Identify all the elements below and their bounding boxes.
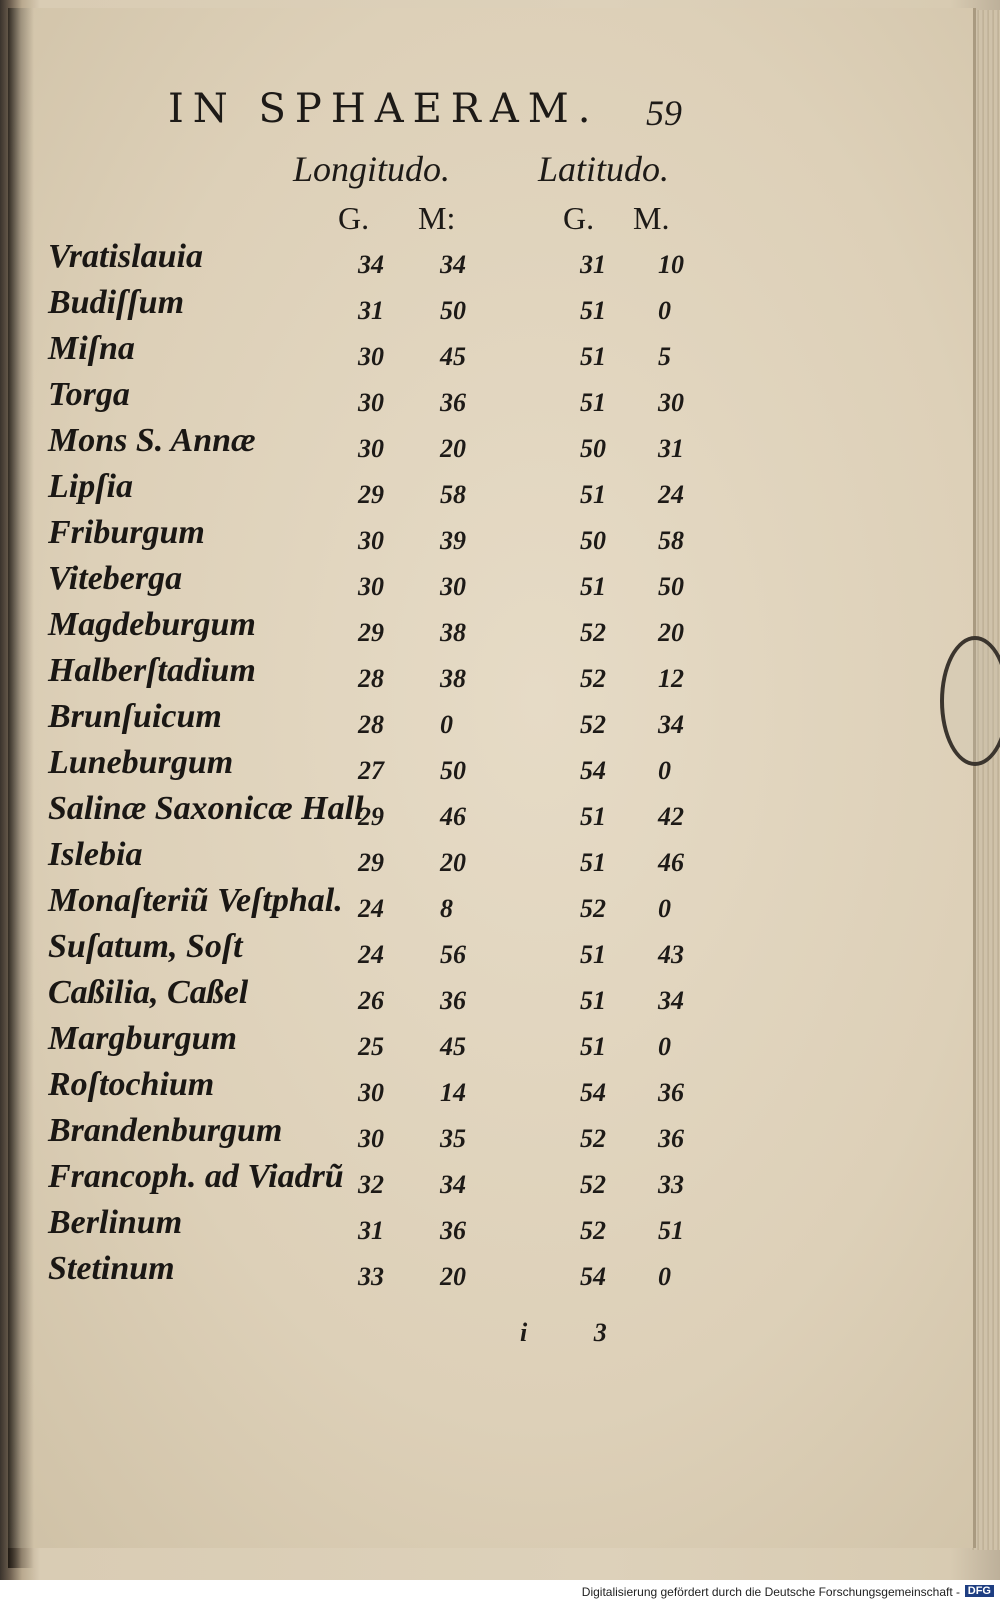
long-minutes-value: 30 [440,572,466,601]
long-minutes-value: 50 [440,756,466,785]
place-name: Caßilia, Caßel [48,974,249,1011]
lat-degrees-value: 51 [580,1032,606,1061]
lat-degrees-value: 52 [580,894,606,923]
place-name: Friburgum [48,514,205,551]
long-minutes-value: 8 [440,894,453,923]
table-row [8,652,973,698]
long-degrees-value: 29 [358,802,384,831]
long-minutes-heading: M: [418,200,456,236]
lat-degrees-value: 51 [580,480,606,509]
table-row [8,928,973,974]
table-row [8,1112,973,1158]
lat-degrees-value: 51 [580,388,606,417]
lat-degrees-value: 51 [580,848,606,877]
long-minutes-value: 36 [440,388,466,417]
lat-degrees-value: 52 [580,664,606,693]
lat-degrees-value: 51 [580,296,606,325]
lat-degrees-value: 51 [580,342,606,371]
place-name: Brandenburgum [48,1112,283,1149]
lat-minutes-value: 0 [658,894,671,923]
long-degrees-value: 27 [358,756,384,785]
lat-minutes-value: 31 [658,434,684,463]
place-name: Berlinum [48,1204,183,1241]
footer-credit: Digitalisierung gefördert durch die Deutsche Forschungsgemeinschaft - [581,1585,960,1599]
place-name: Mons S. Annæ [48,422,256,459]
place-name: Lipſia [48,468,133,505]
long-degrees-value: 30 [358,388,384,417]
dfg-logo: DFG [965,1585,994,1597]
long-degrees-value: 29 [358,848,384,877]
lat-degrees-value: 50 [580,434,606,463]
place-name: Miſna [48,330,135,367]
lat-minutes-value: 42 [658,802,684,831]
long-degrees-value: 30 [358,572,384,601]
lat-minutes-value: 0 [658,296,671,325]
long-minutes-value: 38 [440,664,466,693]
lat-minutes-heading: M. [633,200,670,236]
lat-minutes-value: 50 [658,572,684,601]
table-row [8,1020,973,1066]
long-minutes-value: 45 [440,342,466,371]
long-minutes-value: 36 [440,986,466,1015]
lat-degrees-value: 50 [580,526,606,555]
long-degrees-value: 24 [358,894,384,923]
lat-degrees-value: 51 [580,940,606,969]
lat-degrees-value: 51 [580,986,606,1015]
long-minutes-value: 46 [440,802,466,831]
page-number: 59 [646,93,682,133]
table-row [8,790,973,836]
place-name: Monaſteriũ Veſtphal. [48,882,343,919]
table-row [8,606,973,652]
table-row [8,514,973,560]
table-row [8,744,973,790]
table-row [8,376,973,422]
table-row [8,836,973,882]
place-name: Torga [48,376,130,413]
long-degrees-value: 29 [358,618,384,647]
lat-minutes-value: 46 [658,848,684,877]
long-degrees-heading: G. [338,200,370,236]
long-minutes-value: 45 [440,1032,466,1061]
long-degrees-value: 32 [358,1170,384,1199]
lat-degrees-value: 52 [580,1216,606,1245]
table-row [8,882,973,928]
table-row [8,1066,973,1112]
longitudo-heading: Longitudo. [293,149,451,189]
lat-minutes-value: 51 [658,1216,684,1245]
long-degrees-value: 28 [358,710,384,739]
long-minutes-value: 56 [440,940,466,969]
place-name: Halberſtadium [48,652,256,689]
table-row [8,1250,973,1296]
lat-minutes-value: 36 [658,1124,684,1153]
lat-minutes-value: 12 [658,664,684,693]
lat-minutes-value: 34 [658,710,684,739]
long-degrees-value: 30 [358,434,384,463]
table-row [8,974,973,1020]
table-row [8,422,973,468]
place-name: Francoph. ad Viadrũ [48,1158,344,1195]
long-degrees-value: 24 [358,940,384,969]
lat-minutes-value: 58 [658,526,684,555]
lat-degrees-value: 52 [580,618,606,647]
latitudo-heading: Latitudo. [538,149,670,189]
lat-minutes-value: 43 [658,940,684,969]
lat-degrees-value: 54 [580,756,606,785]
long-degrees-value: 30 [358,526,384,555]
long-degrees-value: 34 [358,250,384,279]
lat-minutes-value: 0 [658,1032,671,1061]
long-degrees-value: 30 [358,342,384,371]
table-row [8,468,973,514]
place-name: Margburgum [48,1020,237,1057]
place-name: Salinæ Saxonicæ Hall [48,790,364,827]
long-degrees-value: 28 [358,664,384,693]
lat-minutes-value: 24 [658,480,684,509]
lat-degrees-value: 31 [580,250,606,279]
long-minutes-value: 34 [440,250,466,279]
long-degrees-value: 31 [358,1216,384,1245]
signature-mark: i 3 [520,1318,607,1347]
long-minutes-value: 0 [440,710,453,739]
long-minutes-value: 39 [440,526,466,555]
footer-bar [0,1580,1000,1605]
lat-degrees-value: 51 [580,802,606,831]
lat-degrees-value: 52 [580,1170,606,1199]
long-degrees-value: 30 [358,1124,384,1153]
place-name: Luneburgum [48,744,234,781]
lat-minutes-value: 30 [658,388,684,417]
long-minutes-value: 36 [440,1216,466,1245]
lat-degrees-value: 54 [580,1262,606,1291]
place-name: Vratislauia [48,238,203,275]
long-minutes-value: 14 [440,1078,466,1107]
table-row [8,698,973,744]
lat-minutes-value: 20 [658,618,684,647]
lat-minutes-value: 0 [658,1262,671,1291]
long-degrees-value: 30 [358,1078,384,1107]
place-name: Magdeburgum [48,606,256,643]
long-degrees-value: 25 [358,1032,384,1061]
lat-minutes-value: 10 [658,250,684,279]
running-title: IN SPHAERAM. [168,86,600,132]
table-row [8,1158,973,1204]
lat-degrees-value: 52 [580,710,606,739]
place-name: Viteberga [48,560,183,597]
long-minutes-value: 20 [440,1262,466,1291]
table-row [8,560,973,606]
table-row [8,284,973,330]
long-minutes-value: 34 [440,1170,466,1199]
long-minutes-value: 20 [440,848,466,877]
place-name: Brunſuicum [48,698,222,735]
long-minutes-value: 20 [440,434,466,463]
long-degrees-value: 29 [358,480,384,509]
long-minutes-value: 50 [440,296,466,325]
lat-degrees-value: 54 [580,1078,606,1107]
place-name: Stetinum [48,1250,175,1287]
table-row [8,1204,973,1250]
place-name: Islebia [48,836,143,873]
long-minutes-value: 38 [440,618,466,647]
long-degrees-value: 26 [358,986,384,1015]
table-row [8,330,973,376]
lat-degrees-value: 51 [580,572,606,601]
long-degrees-value: 33 [358,1262,384,1291]
lat-degrees-value: 52 [580,1124,606,1153]
lat-degrees-heading: G. [563,200,595,236]
place-name: Suſatum, Soſt [48,928,243,965]
lat-minutes-value: 34 [658,986,684,1015]
lat-minutes-value: 0 [658,756,671,785]
lat-minutes-value: 5 [658,342,671,371]
book-page [8,8,976,1548]
place-name: Roſtochium [48,1066,215,1103]
long-minutes-value: 35 [440,1124,466,1153]
place-name: Budiſſum [48,284,185,321]
long-minutes-value: 58 [440,480,466,509]
lat-minutes-value: 33 [658,1170,684,1199]
long-degrees-value: 31 [358,296,384,325]
table-row [8,238,973,284]
lat-minutes-value: 36 [658,1078,684,1107]
